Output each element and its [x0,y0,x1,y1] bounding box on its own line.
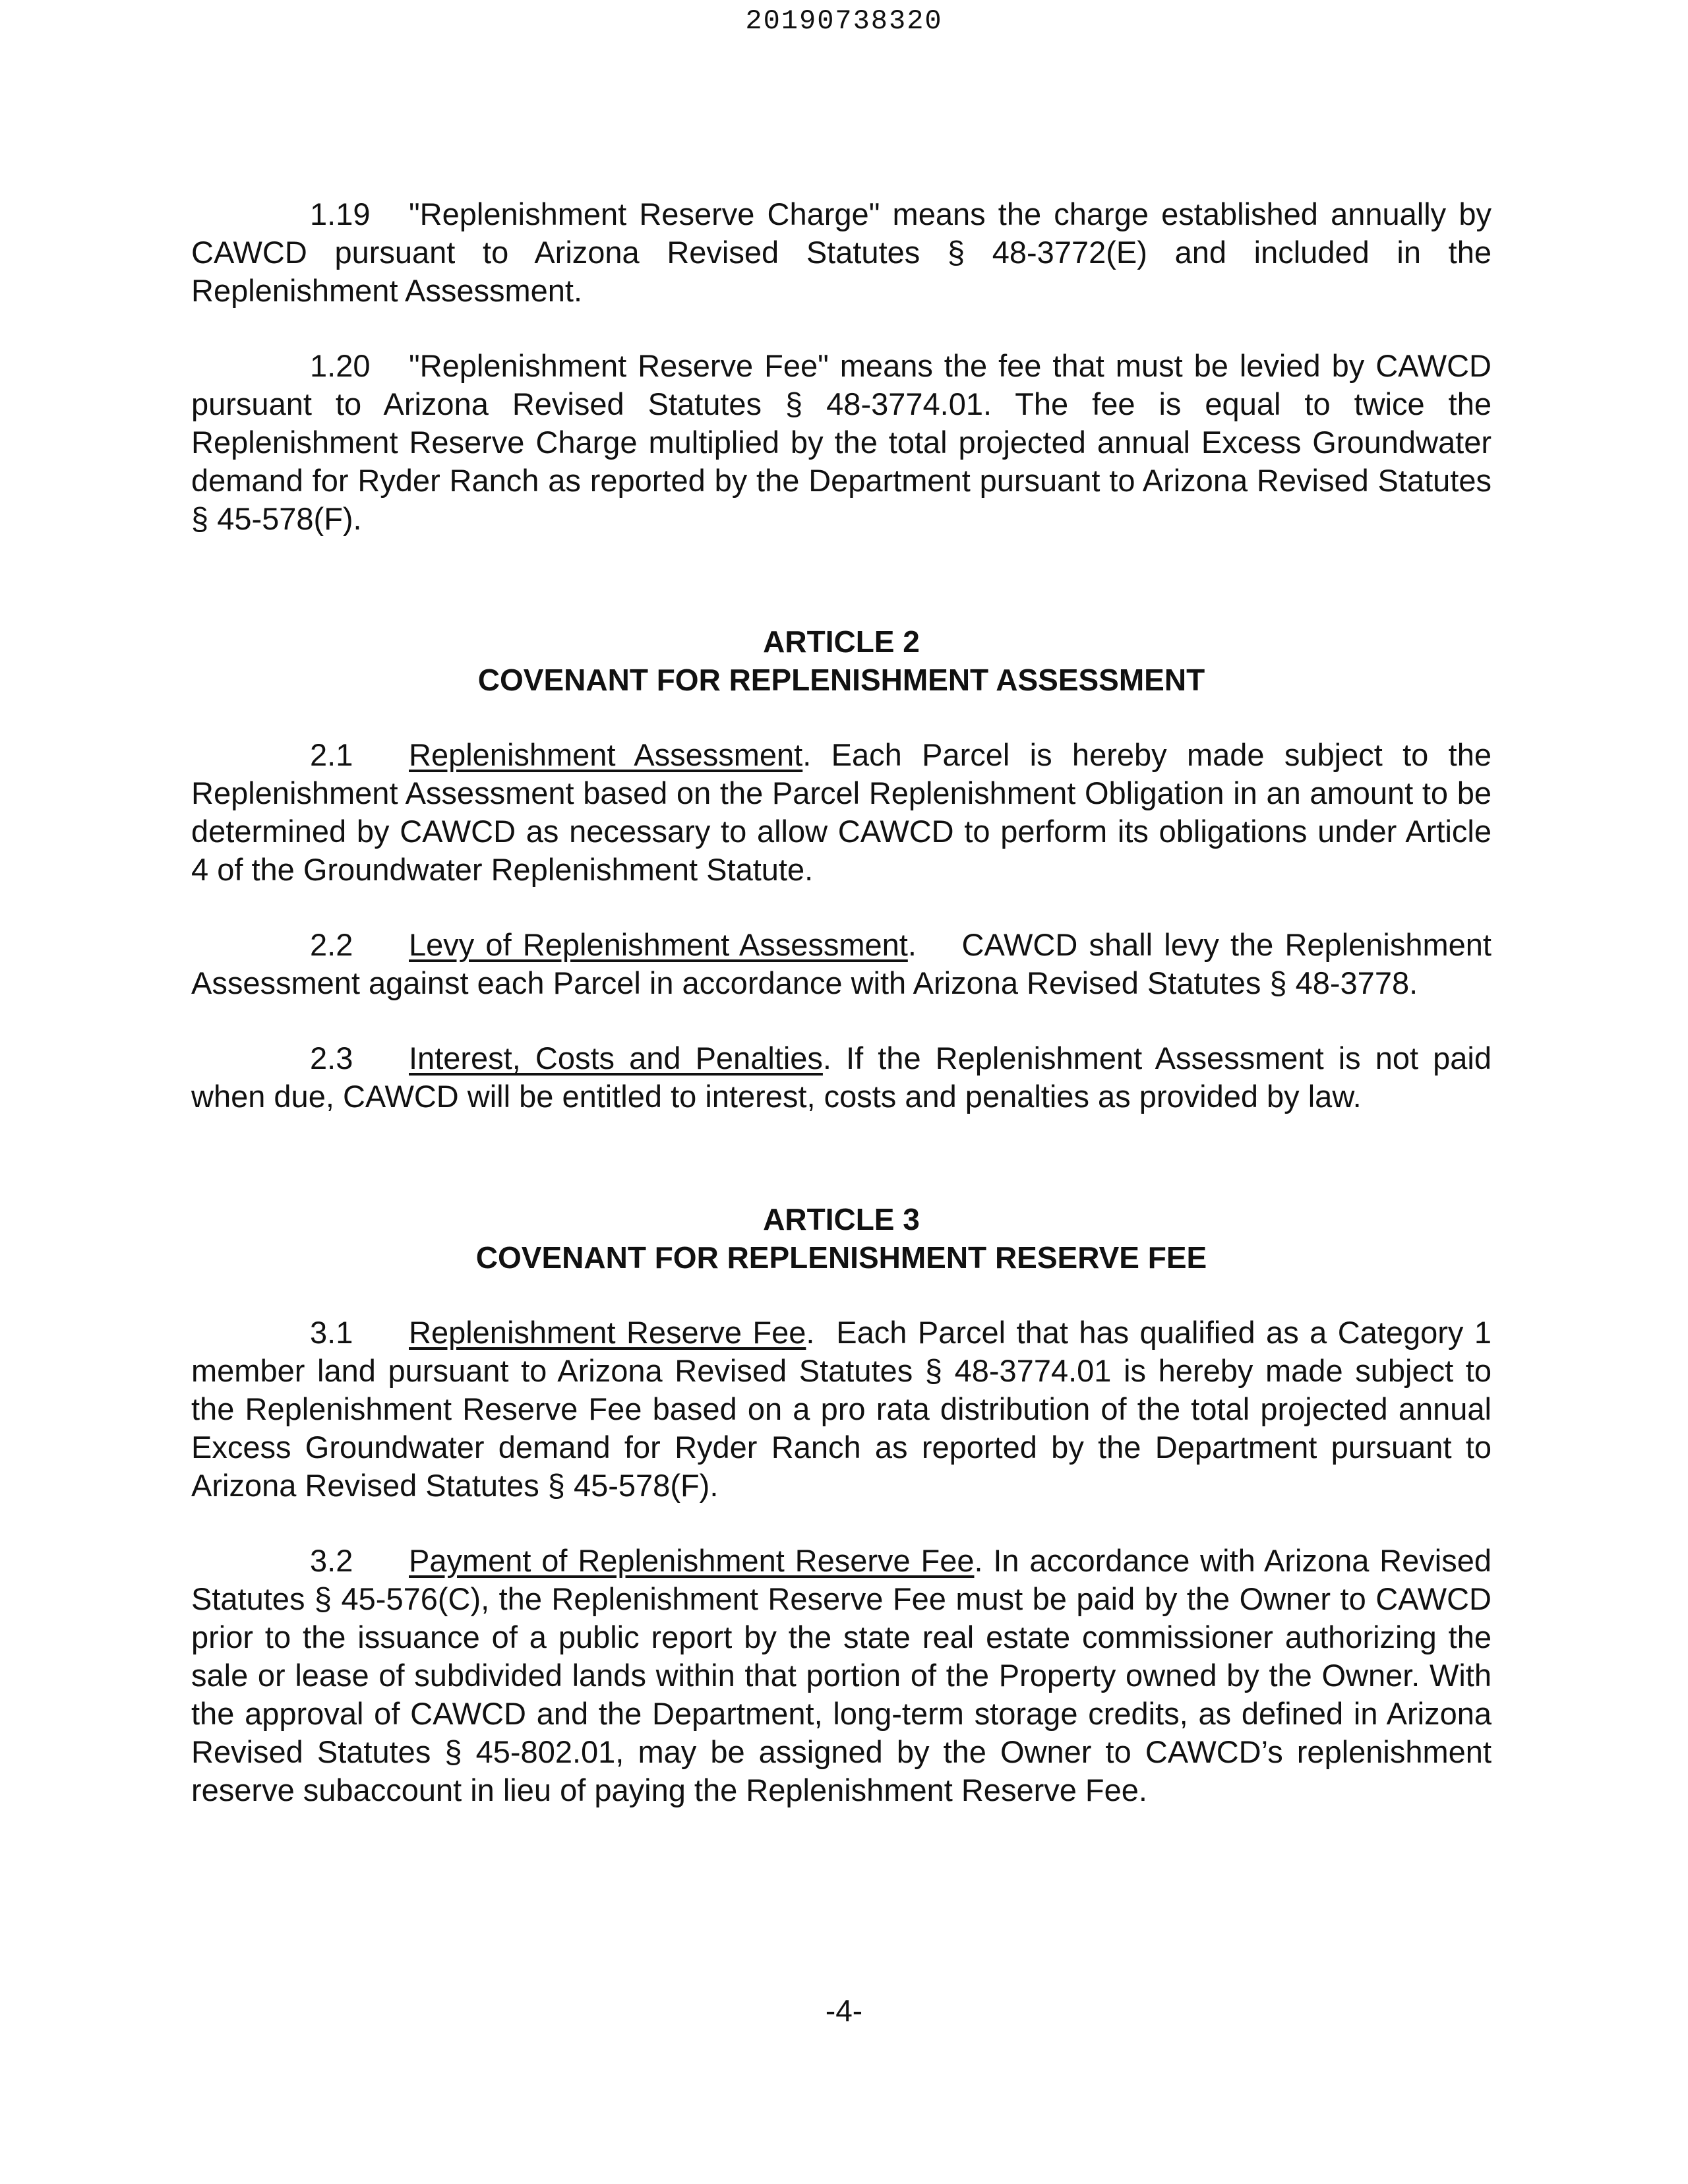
document-body [191,195,1492,1846]
section-number: 1.20 [310,348,371,383]
article-label: ARTICLE 3 [763,1202,920,1236]
article-2-heading [191,622,1492,699]
section-number: 2.2 [310,927,353,962]
section-3-1: 3.1 Replenishment Reserve Fee. Each Parcel that has qualified as a Category 1 member land pursuant to Arizona Revised Statutes § 48-3774.01 is hereby made subject to the Replenishment Reserve Fee based on a pro rata distribution of the total projected annual Excess Groundwater demand for Ryder Ranch as reported by the Department pursuant to Arizona Revised Statutes § 45-578(F). [191,1315,1492,1503]
section-text: In accordance with Arizona Revised Statutes § 45-576(C), the Replenishment Reserve Fee must be paid by the Owner to CAWCD prior to the issuance of a public report by the state real estate commissioner authorizing the sale or lease of subdivided lands within that portion of the Property owned by the Owner. With the approval of CAWCD and the Department, long-term storage credits, as defined in Arizona Revised Statutes § 45-802.01, may be assigned by the Owner to CAWCD’s replenishment reserve subaccount in lieu of paying the Replenishment Reserve Fee. [191,1543,1492,1807]
section-number: 3.2 [310,1543,353,1578]
section-text: Each Parcel is hereby made subject to the Replenishment Assessment based on the Parcel Replenishment Obligation in an amount to be determined by CAWCD as necessary to allow CAWCD to perform its obligations under Article 4 of the Groundwater Replenishment Statute. [191,737,1492,887]
section-heading: Replenishment Reserve Fee [409,1315,806,1350]
article-title: COVENANT FOR REPLENISHMENT ASSESSMENT [477,663,1205,697]
article-3-heading [191,1200,1492,1277]
section-heading: Levy of Replenishment Assessment [409,927,908,962]
article-label: ARTICLE 2 [763,624,920,659]
section-text: Each Parcel that has qualified as a Category 1 member land pursuant to Arizona Revised Statutes § 48-3774.01 is hereby made subject to the Replenishment Reserve Fee based on a pro rata distribution of the total projected annual Excess Groundwater demand for Ryder Ranch as reported by the Department pursuant to Arizona Revised Statutes § 45-578(F). [191,1315,1492,1503]
section-number: 2.1 [310,737,353,772]
definition-1-19 [191,195,1492,310]
section-2-1: 2.1 Replenishment Assessment. Each Parcel is hereby made subject to the Replenishment Assessment based on the Parcel Replenishment Obligation in an amount to be determined by CAWCD as necessary to allow CAWCD to perform its obligations under Article 4 of the Groundwater Replenishment Statute. [191,737,1492,887]
article-title: COVENANT FOR REPLENISHMENT RESERVE FEE [475,1240,1207,1275]
section-3-2: 3.2 Payment of Replenishment Reserve Fee. In accordance with Arizona Revised Statutes § 45-576(C), the Replenishment Reserve Fee must be paid by the Owner to CAWCD prior to the issuance of a public report by the state real estate commissioner authorizing the sale or lease of subdivided lands within that portion of the Property owned by the Owner. With the approval of CAWCD and the Department, long-term storage credits, as defined in Arizona Revised Statutes § 45-802.01, may be assigned by the Owner to CAWCD’s replenishment reserve subaccount in lieu of paying the Replenishment Reserve Fee. [191,1543,1492,1807]
section-2-3: 2.3 Interest, Costs and Penalties. If the Replenishment Assessment is not paid when due, CAWCD will be entitled to interest, costs and penalties as provided by law. [191,1041,1492,1114]
section-text: "Replenishment Reserve Fee" means the fee that must be levied by CAWCD pursuant to Arizona Revised Statutes § 48-3774.01. The fee is equal to twice the Replenishment Reserve Charge multiplied by the total projected annual Excess Groundwater demand for Ryder Ranch as reported by the Department pursuant to Arizona Revised Statutes § 45-578(F). [191,348,1492,536]
section-number: 3.1 [310,1315,353,1350]
section-heading: Payment of Replenishment Reserve Fee [409,1543,975,1578]
section-2-2: 2.2 Levy of Replenishment Assessment. CAWCD shall levy the Replenishment Assessment against each Parcel in accordance with Arizona Revised Statutes § 48-3778. [191,927,1492,1000]
section-text: "Replenishment Reserve Charge" means the charge established annually by CAWCD pursuant to Arizona Revised Statutes § 48-3772(E) and included in the Replenishment Assessment. [191,197,1492,308]
section-heading: Replenishment Assessment [409,737,803,772]
section-text: If the Replenishment Assessment is not paid when due, CAWCD will be entitled to interest, costs and penalties as provided by law. [191,1041,1492,1114]
section-number: 1.19 [310,197,371,231]
section-heading: Interest, Costs and Penalties [409,1041,823,1076]
section-number: 2.3 [310,1041,353,1076]
section-text: CAWCD shall levy the Replenishment Assessment against each Parcel in accordance with Arizona Revised Statutes § 48-3778. [191,927,1492,1000]
page-number: -4- [825,1993,863,2028]
document-number: 20190738320 [745,5,943,37]
definition-1-20 [191,347,1492,538]
